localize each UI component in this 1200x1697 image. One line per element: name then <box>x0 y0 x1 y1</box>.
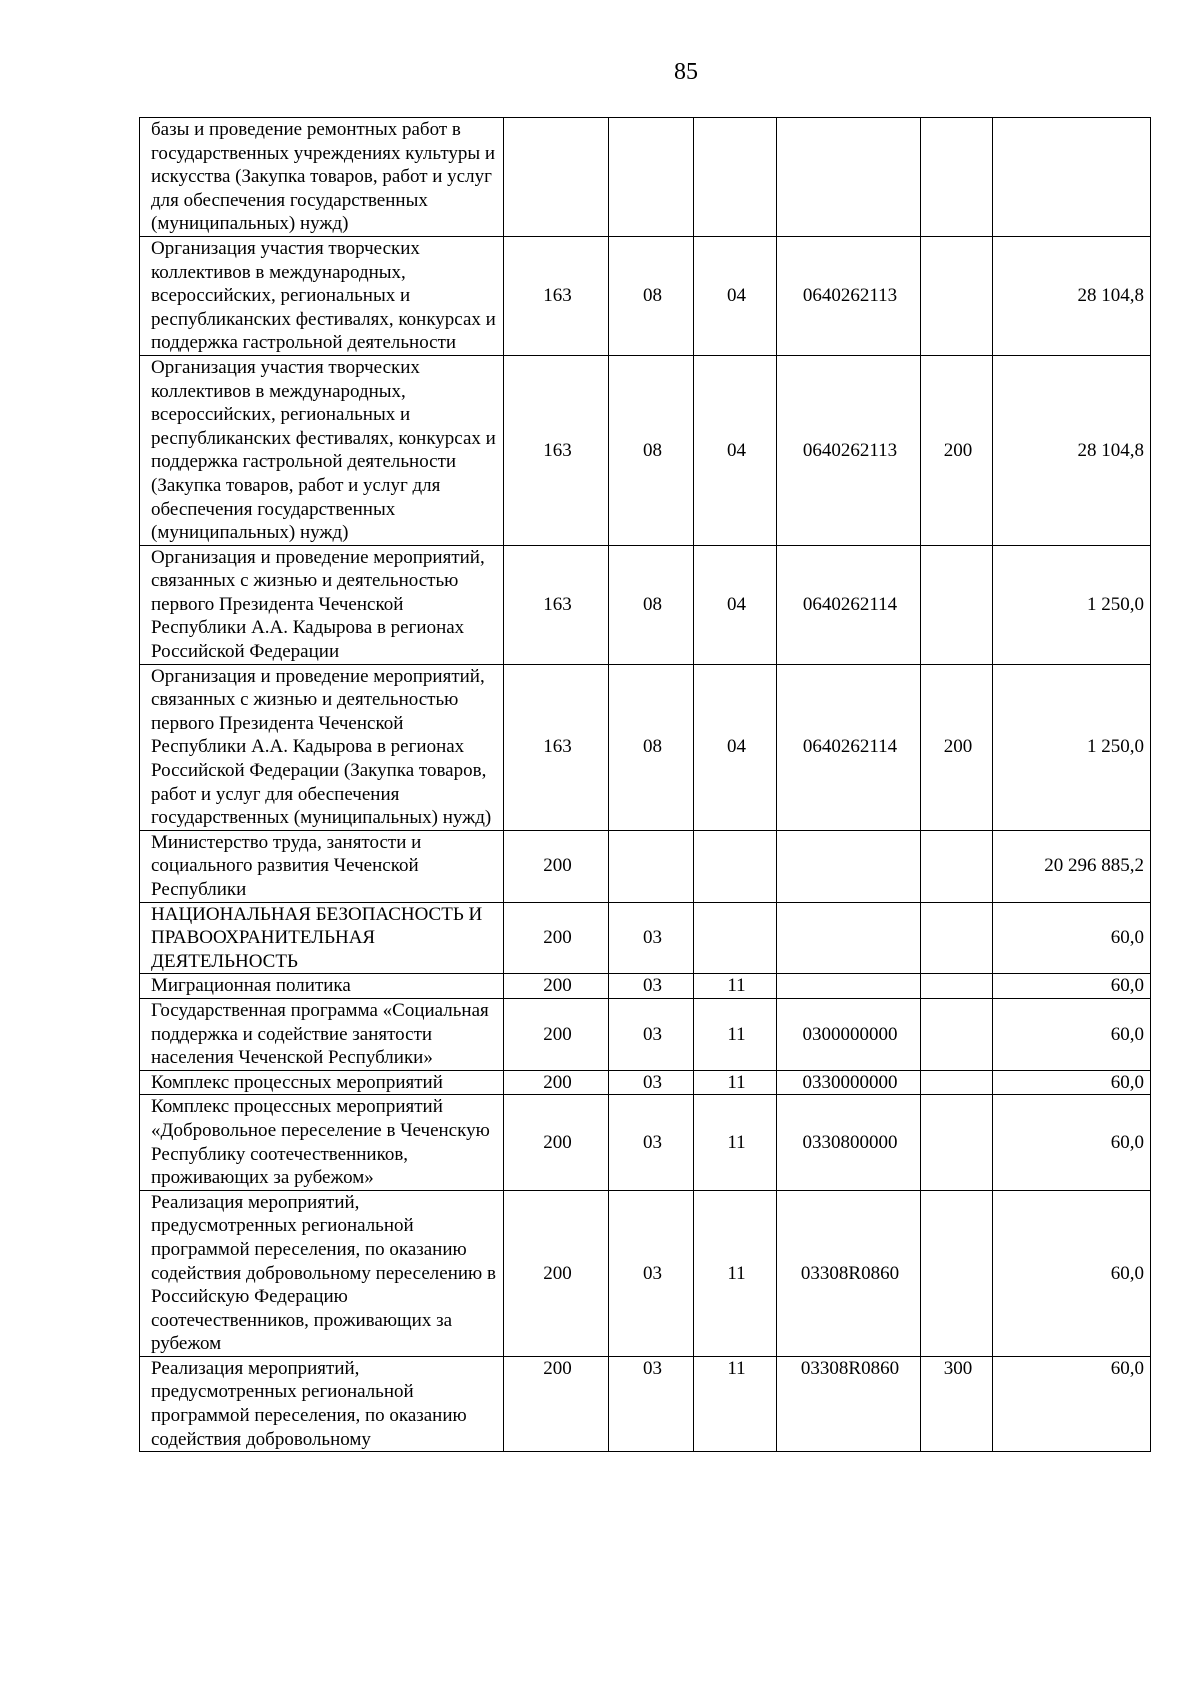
cell-ministry-code: 163 <box>504 545 609 664</box>
cell-name: НАЦИОНАЛЬНАЯ БЕЗОПАСНОСТЬ И ПРАВООХРАНИТЕЛЬНАЯ ДЕЯТЕЛЬНОСТЬ <box>140 902 504 974</box>
cell-name: Миграционная политика <box>140 974 504 999</box>
cell-ministry-code: 200 <box>504 902 609 974</box>
cell-name: Реализация мероприятий, предусмотренных региональной программой переселения, по оказанию содействия добровольному <box>140 1356 504 1451</box>
cell-section: 08 <box>609 355 694 545</box>
cell-expense-type <box>921 118 993 237</box>
cell-ministry-code: 200 <box>504 1095 609 1190</box>
cell-expense-type <box>921 1095 993 1190</box>
cell-target-article <box>777 902 921 974</box>
cell-amount: 1 250,0 <box>993 664 1151 830</box>
cell-name: Комплекс процессных мероприятий «Добровольное переселение в Чеченскую Республику соотечественников, проживающих за рубежом» <box>140 1095 504 1190</box>
cell-expense-type <box>921 998 993 1070</box>
cell-subsection: 04 <box>694 236 777 355</box>
cell-target-article <box>777 118 921 237</box>
cell-amount: 60,0 <box>993 902 1151 974</box>
cell-amount: 60,0 <box>993 974 1151 999</box>
cell-expense-type <box>921 830 993 902</box>
cell-target-article <box>777 830 921 902</box>
cell-target-article: 0300000000 <box>777 998 921 1070</box>
cell-subsection: 11 <box>694 1190 777 1356</box>
cell-target-article: 0640262114 <box>777 545 921 664</box>
cell-subsection: 11 <box>694 1095 777 1190</box>
cell-name: Реализация мероприятий, предусмотренных региональной программой переселения, по оказанию содействия добровольному переселению в Российскую Федерацию соотечественников, проживающих за рубежом <box>140 1190 504 1356</box>
cell-subsection: 04 <box>694 355 777 545</box>
cell-name: Организация и проведение мероприятий, связанных с жизнью и деятельностью первого Президента Чеченской Республики А.А. Кадырова в регионах Российской Федерации (Закупка товаров, работ и услуг для обеспечения государственных (муниципальных) нужд) <box>140 664 504 830</box>
cell-target-article: 0330800000 <box>777 1095 921 1190</box>
cell-target-article: 0640262114 <box>777 664 921 830</box>
cell-expense-type <box>921 545 993 664</box>
cell-name: Организация участия творческих коллективов в международных, всероссийских, региональных и республиканских фестивалях, конкурсах и поддержка гастрольной деятельности (Закупка товаров, работ и услуг для обеспечения государственных (муниципальных) нужд) <box>140 355 504 545</box>
cell-ministry-code: 163 <box>504 355 609 545</box>
cell-section: 03 <box>609 998 694 1070</box>
cell-expense-type <box>921 1070 993 1095</box>
cell-subsection: 11 <box>694 1070 777 1095</box>
cell-expense-type: 300 <box>921 1356 993 1451</box>
cell-subsection: 04 <box>694 664 777 830</box>
cell-subsection <box>694 830 777 902</box>
table-row <box>140 1356 1151 1451</box>
cell-expense-type <box>921 236 993 355</box>
cell-expense-type <box>921 974 993 999</box>
cell-subsection: 11 <box>694 1356 777 1451</box>
cell-name: Комплекс процессных мероприятий <box>140 1070 504 1095</box>
cell-subsection <box>694 902 777 974</box>
cell-ministry-code: 200 <box>504 1356 609 1451</box>
cell-ministry-code <box>504 118 609 237</box>
cell-ministry-code: 200 <box>504 830 609 902</box>
cell-ministry-code: 163 <box>504 664 609 830</box>
cell-section: 08 <box>609 236 694 355</box>
cell-amount: 60,0 <box>993 1356 1151 1451</box>
cell-ministry-code: 200 <box>504 998 609 1070</box>
cell-amount: 1 250,0 <box>993 545 1151 664</box>
cell-target-article: 0640262113 <box>777 236 921 355</box>
table-row <box>140 1190 1151 1356</box>
cell-section: 03 <box>609 1095 694 1190</box>
table-row <box>140 830 1151 902</box>
cell-target-article: 0640262113 <box>777 355 921 545</box>
cell-target-article <box>777 974 921 999</box>
table-row <box>140 118 1151 237</box>
cell-target-article: 03308R0860 <box>777 1190 921 1356</box>
cell-name: базы и проведение ремонтных работ в государственных учреждениях культуры и искусства (Закупка товаров, работ и услуг для обеспечения государственных (муниципальных) нужд) <box>140 118 504 237</box>
cell-amount: 60,0 <box>993 998 1151 1070</box>
cell-section <box>609 118 694 237</box>
table-row <box>140 545 1151 664</box>
cell-amount: 60,0 <box>993 1070 1151 1095</box>
cell-section: 03 <box>609 1190 694 1356</box>
page-number: 85 <box>674 59 698 85</box>
cell-amount <box>993 118 1151 237</box>
cell-amount: 60,0 <box>993 1095 1151 1190</box>
cell-name: Государственная программа «Социальная поддержка и содействие занятости населения Чеченской Республики» <box>140 998 504 1070</box>
table-row <box>140 664 1151 830</box>
table-body <box>140 118 1151 1452</box>
cell-amount: 20 296 885,2 <box>993 830 1151 902</box>
table-row <box>140 355 1151 545</box>
table-row <box>140 1095 1151 1190</box>
cell-section: 03 <box>609 1356 694 1451</box>
cell-amount: 60,0 <box>993 1190 1151 1356</box>
table-row <box>140 236 1151 355</box>
cell-section <box>609 830 694 902</box>
cell-target-article: 03308R0860 <box>777 1356 921 1451</box>
cell-ministry-code: 163 <box>504 236 609 355</box>
cell-subsection: 11 <box>694 998 777 1070</box>
cell-name: Организация и проведение мероприятий, связанных с жизнью и деятельностью первого Президента Чеченской Республики А.А. Кадырова в регионах Российской Федерации <box>140 545 504 664</box>
cell-name: Министерство труда, занятости и социального развития Чеченской Республики <box>140 830 504 902</box>
cell-ministry-code: 200 <box>504 1070 609 1095</box>
table-row <box>140 1070 1151 1095</box>
table-row <box>140 998 1151 1070</box>
table-row <box>140 974 1151 999</box>
cell-section: 08 <box>609 664 694 830</box>
cell-section: 03 <box>609 1070 694 1095</box>
cell-subsection: 04 <box>694 545 777 664</box>
cell-ministry-code: 200 <box>504 1190 609 1356</box>
cell-ministry-code: 200 <box>504 974 609 999</box>
cell-section: 08 <box>609 545 694 664</box>
table-row <box>140 902 1151 974</box>
cell-amount: 28 104,8 <box>993 355 1151 545</box>
cell-expense-type: 200 <box>921 355 993 545</box>
cell-section: 03 <box>609 902 694 974</box>
cell-target-article: 0330000000 <box>777 1070 921 1095</box>
cell-subsection <box>694 118 777 237</box>
cell-subsection: 11 <box>694 974 777 999</box>
cell-expense-type <box>921 902 993 974</box>
cell-section: 03 <box>609 974 694 999</box>
cell-amount: 28 104,8 <box>993 236 1151 355</box>
budget-table <box>139 117 1151 1452</box>
cell-name: Организация участия творческих коллективов в международных, всероссийских, региональных и республиканских фестивалях, конкурсах и поддержка гастрольной деятельности <box>140 236 504 355</box>
cell-expense-type <box>921 1190 993 1356</box>
cell-expense-type: 200 <box>921 664 993 830</box>
